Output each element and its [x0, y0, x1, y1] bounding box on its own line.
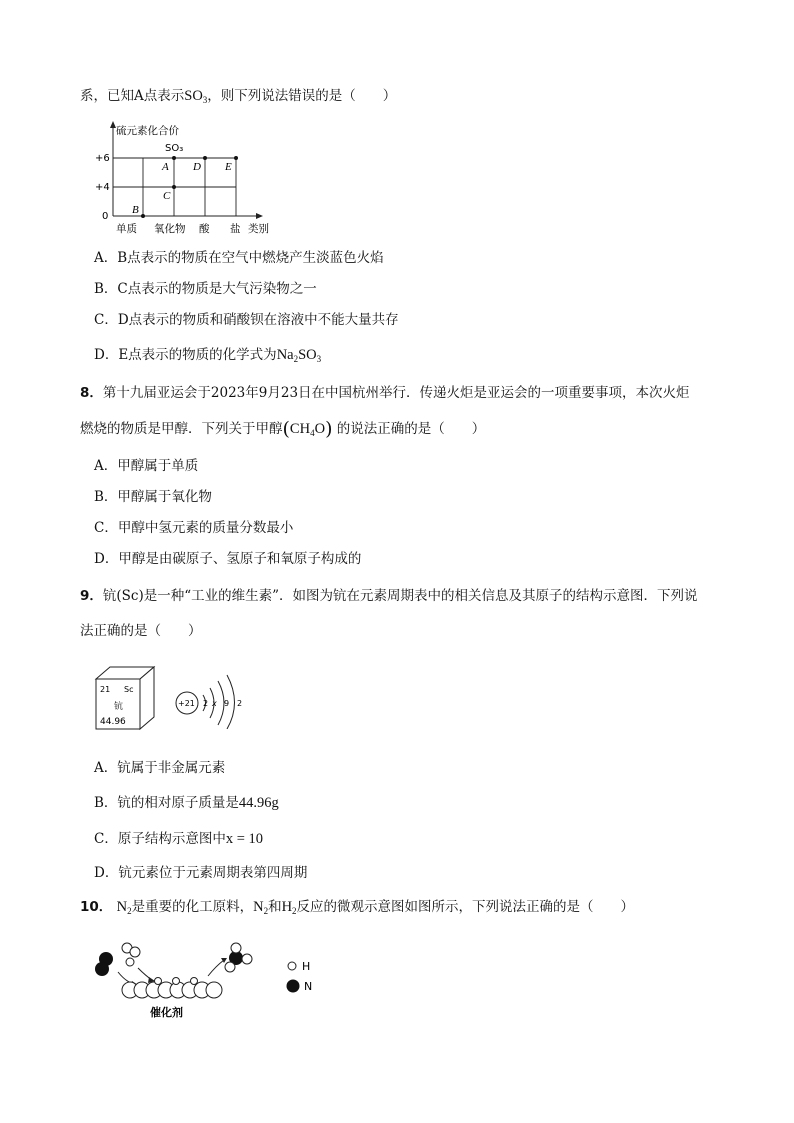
label-c: C — [163, 190, 171, 202]
chart-ylabel: 硫元素化合价 — [116, 125, 179, 137]
q9-option-b: B．钪的相对原子质量是44.96g — [94, 795, 279, 811]
catalyst-label: 催化剂 — [150, 1006, 183, 1019]
so3-label: SO₃ — [165, 143, 184, 154]
q8-option-a: A．甲醇属于单质 — [94, 458, 199, 474]
y-tick-plus6: +6 — [95, 153, 110, 164]
legend-h: H — [302, 960, 311, 973]
q7-option-d: D．E点表示的物质的化学式为$Na_2SO_3$ — [94, 347, 322, 364]
label-b: B — [132, 204, 139, 216]
n-atom — [95, 962, 109, 976]
q8-number: 8． — [80, 385, 103, 401]
q7-stem: 系，已知A点表示$SO_3$，则下列说法错误的是（ ） — [80, 88, 397, 105]
legend-n-symbol — [287, 980, 300, 993]
point-d — [203, 156, 207, 160]
shell-3: 9 — [224, 699, 230, 708]
point-b — [141, 214, 145, 218]
label-e: E — [225, 161, 232, 173]
x-equation: x = 10 — [225, 831, 264, 847]
q7-option-a: A．B点表示的物质在空气中燃烧产生淡蓝色火焰 — [94, 250, 384, 266]
scandium-element-cell — [92, 663, 164, 733]
h2-formula: $H_2$ — [281, 899, 297, 916]
label-a: A — [162, 161, 169, 173]
nucleus-charge: +21 — [178, 699, 195, 708]
y-tick-zero: 0 — [102, 211, 109, 222]
na2so3-formula: $Na_2SO_3$ — [276, 347, 322, 364]
q10-number: 10． — [80, 899, 113, 915]
h-atom — [231, 943, 241, 953]
point-e — [234, 156, 238, 160]
n2-formula-2: $N_2$ — [253, 899, 269, 916]
q7-option-c: C．D点表示的物质和硝酸钡在溶液中不能大量共存 — [94, 312, 399, 328]
point-a — [172, 156, 176, 160]
atomic-mass: 44.96 — [100, 717, 126, 727]
reaction-micro-diagram — [90, 938, 340, 1023]
x-cat-salt: 盐 — [230, 223, 241, 235]
q9-stem-line2: 法正确的是（ ） — [80, 623, 202, 639]
legend-h-symbol — [288, 962, 296, 970]
mass-value: 44.96g — [238, 795, 279, 811]
q8-option-d: D．甲醇是由碳原子、氢原子和氧原子构成的 — [94, 551, 362, 567]
q9-number: 9． — [80, 588, 103, 604]
shell-1: 2 — [203, 699, 209, 708]
q9-option-d: D．钪元素位于元素周期表第四周期 — [94, 865, 308, 881]
shell-4: 2 — [237, 699, 243, 708]
shell-2: x — [212, 699, 217, 708]
x-cat-acid: 酸 — [199, 223, 210, 235]
scandium-atom-structure — [172, 673, 252, 729]
h-atom — [126, 958, 134, 966]
sulfur-valence-chart — [92, 118, 272, 238]
q8-stem-line1: 8．第十九届亚运会于2023年9月23日在中国杭州举行．传递火炬是亚运会的一项重要事项，本次火炬 — [80, 385, 690, 401]
chart-xlabel: 类别 — [248, 223, 269, 235]
h-atom — [130, 947, 140, 957]
q8-stem-line2: 燃烧的物质是甲醇．下列关于甲醇$(CH_4O)$ 的说法正确的是（ ） — [80, 418, 486, 440]
q10-stem: 10． $N_2$是重要的化工原料，$N_2$和$H_2$反应的微观示意图如图所示，下列说法正确的是（ ） — [80, 899, 635, 916]
element-symbol: Sc — [124, 685, 134, 694]
so3-formula: $SO_3$ — [184, 88, 208, 105]
q9-option-a: A．钪属于非金属元素 — [94, 760, 226, 776]
legend-n: N — [304, 980, 313, 993]
n2-formula: $N_2$ — [116, 899, 132, 916]
h-atom — [242, 954, 252, 964]
x-cat-element: 单质 — [116, 223, 137, 235]
h-atom — [225, 962, 235, 972]
q8-option-b: B．甲醇属于氧化物 — [94, 489, 212, 505]
label-d: D — [193, 161, 201, 173]
element-name: 钪 — [114, 702, 124, 712]
q9-stem-line1: 9．钪(Sc)是一种“工业的维生素”．如图为钪在元素周期表中的相关信息及其原子的结构示意图．下列说 — [80, 588, 698, 604]
q9-option-c: C．原子结构示意图中x = 10 — [94, 831, 264, 847]
atomic-number: 21 — [100, 685, 111, 694]
ch4o-formula: $CH_4O$ — [289, 421, 326, 438]
point-c — [172, 185, 176, 189]
x-cat-oxide: 氧化物 — [154, 223, 186, 235]
y-tick-plus4: +4 — [95, 182, 110, 193]
q8-option-c: C．甲醇中氢元素的质量分数最小 — [94, 520, 294, 536]
q7-option-b: B．C点表示的物质是大气污染物之一 — [94, 281, 317, 297]
